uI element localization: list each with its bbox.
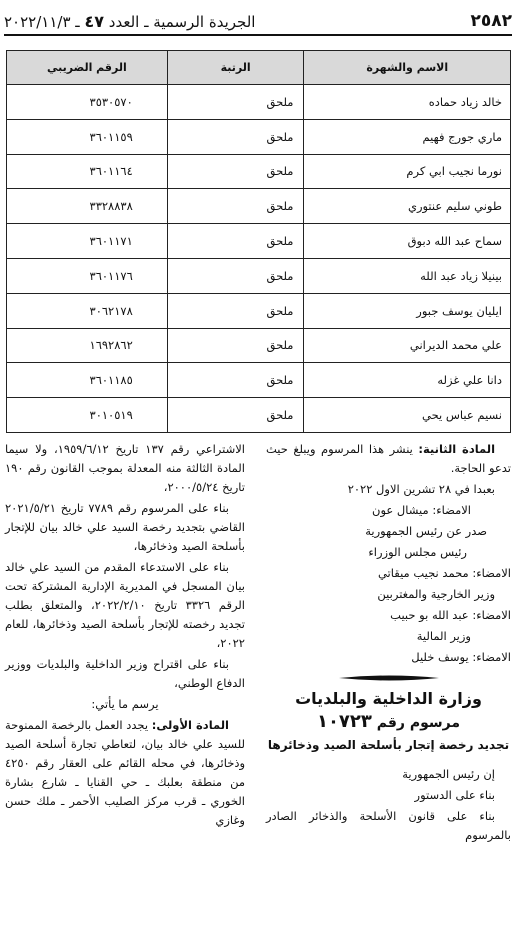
constitution-line: بناء على الدستور [414, 788, 495, 802]
cell-rank: ملحق [167, 85, 304, 120]
divider-ornament-icon [339, 673, 439, 683]
cell-name: بينيلا زياد عبد الله [304, 258, 511, 293]
header-name: الاسم والشهرة [304, 51, 511, 85]
header-rank: الرتبة [167, 51, 304, 85]
cell-name: نورما نجيب ابي كرم [304, 154, 511, 189]
cell-name: ايليان يوسف جبور [304, 293, 511, 328]
law-line: بناء على قانون الأسلحة والذخائر الصادر بالمرسوم [266, 809, 511, 842]
table-row [7, 189, 511, 224]
cell-tax: ٣٦٠١١٨٥ [7, 363, 168, 398]
page-number: ٢٥٨٢ [470, 11, 512, 31]
cell-name: ماري جورج فهيم [304, 119, 511, 154]
fm-title: وزير الخارجية والمغتربين [377, 587, 495, 601]
cell-name: نسيم عباس يحي [304, 398, 511, 433]
staff-table [6, 50, 511, 433]
article-two-text: ينشر هذا المرسوم ويبلغ حيث تدعو الحاجة. [266, 442, 511, 475]
cell-rank: ملحق [167, 328, 304, 363]
cell-rank: ملحق [167, 224, 304, 259]
cell-name: سماح عبد الله دبوق [304, 224, 511, 259]
signature-president: الامضاء: ميشال عون [372, 503, 471, 517]
table-row [7, 363, 511, 398]
paragraph-request: بناء على الاستدعاء المقدم من السيد علي خالد بيان المسجل في المديرية الإدارية المشتركة تحت الرقم ٣٣٢٦ تاريخ ٢٠٢٢/٢/١٠، والمتعلق بطلب تجديد رخصته للإتجار بأسلحة الصيد وذخائرها، للعام ٢٠٢٢، [5, 560, 245, 650]
signature-finance: الامضاء: يوسف خليل [411, 650, 511, 664]
table-row [7, 85, 511, 120]
cell-name: طوني سليم عنتوري [304, 189, 511, 224]
cell-tax: ٣٦٠١١٧٦ [7, 258, 168, 293]
decree-number-line [266, 712, 511, 733]
cell-name: خالد زياد حماده [304, 85, 511, 120]
article-two-label: المادة الثانية: [418, 442, 496, 456]
article-one-text: يجدد العمل بالرخصة الممنوحة للسيد علي خالد بيان، لتعاطي تجارة أسلحة الصيد وذخائرها، في محله القائم على العقار رقم ٤٢٥٠ من منطقة بعلبك ـ حي القنايا ـ شارع بشارة الخوري ـ قرب مركز الصليب الأحمر ـ ملك حسن وغازي [5, 718, 245, 827]
signature-fm: الامضاء: عبد الله بو حبيب [390, 608, 511, 622]
cell-rank: ملحق [167, 363, 304, 398]
cell-tax: ٣٦٠١١٥٩ [7, 119, 168, 154]
cell-name: علي محمد الديراني [304, 328, 511, 363]
pm-title: رئيس مجلس الوزراء [368, 545, 467, 559]
paragraph-law-continued: الاشتراعي رقم ١٣٧ تاريخ ١٩٥٩/٦/١٢، ولا سيما المادة الثالثة منه المعدلة بموجب القانون رقم ١٩٠ تاريخ ٢٠٠٠/٥/٢٤، [5, 442, 245, 494]
table-row [7, 119, 511, 154]
cell-rank: ملحق [167, 398, 304, 433]
paragraph-proposal: بناء على اقتراح وزير الداخلية والبلديات ووزير الدفاع الوطني، [5, 657, 245, 690]
gazette-title [4, 12, 255, 31]
decree-subject: تجديد رخصة إتجار بأسلحة الصيد وذخائرها [267, 738, 510, 752]
table-body [7, 85, 511, 433]
cell-tax: ٣٥٣٠٥٧٠ [7, 85, 168, 120]
decrees-line: يرسم ما يأتي: [91, 697, 159, 711]
table-row [7, 293, 511, 328]
cell-name: دانا علي غزله [304, 363, 511, 398]
table-row [7, 328, 511, 363]
cell-rank: ملحق [167, 189, 304, 224]
article-two [266, 440, 511, 478]
cell-rank: ملحق [167, 293, 304, 328]
cell-tax: ٣٦٠١١٧١ [7, 224, 168, 259]
table-header-row [7, 51, 511, 85]
table-row [7, 258, 511, 293]
dated-line: بعبدا في ٢٨ تشرين الاول ٢٠٢٢ [347, 482, 495, 496]
left-column [5, 440, 245, 832]
issued-by: صدر عن رئيس الجمهورية [365, 524, 487, 538]
cell-tax: ١٦٩٢٨٦٢ [7, 328, 168, 363]
decree-number: ١٠٧٢٣ [316, 711, 372, 732]
cell-rank: ملحق [167, 154, 304, 189]
issue-number: ٤٧ [84, 12, 104, 31]
issue-date: ـ ٢٠٢٢/١١/٣ [4, 13, 80, 31]
article-one [5, 716, 245, 830]
cell-rank: ملحق [167, 258, 304, 293]
page-header [4, 6, 512, 36]
ministry-title: وزارة الداخلية والبلديات [295, 689, 482, 708]
table-row [7, 224, 511, 259]
cell-tax: ٣٣٢٨٨٣٨ [7, 189, 168, 224]
right-column [266, 440, 511, 847]
article-one-label: المادة الأولى: [151, 718, 229, 732]
cell-tax: ٣٠١٠٥١٩ [7, 398, 168, 433]
president-line: إن رئيس الجمهورية [402, 767, 495, 781]
gazette-name: الجريدة الرسمية ـ العدد [108, 13, 256, 31]
cell-tax: ٣٦٠١١٦٤ [7, 154, 168, 189]
cell-tax: ٣٠٦٢١٧٨ [7, 293, 168, 328]
header-tax: الرقم الضريبي [7, 51, 168, 85]
table-row [7, 398, 511, 433]
table-row [7, 154, 511, 189]
paragraph-decree-ref: بناء على المرسوم رقم ٧٧٨٩ تاريخ ٢٠٢١/٥/٢١ القاضي بتجديد رخصة السيد علي خالد بيان للإتجار بأسلحة الصيد وذخائرها، [5, 501, 245, 553]
cell-rank: ملحق [167, 119, 304, 154]
decree-label: مرسوم رقم [376, 715, 461, 731]
finance-title: وزير المالية [416, 629, 471, 643]
signature-pm: الامضاء: محمد نجيب ميقاتي [377, 566, 511, 580]
